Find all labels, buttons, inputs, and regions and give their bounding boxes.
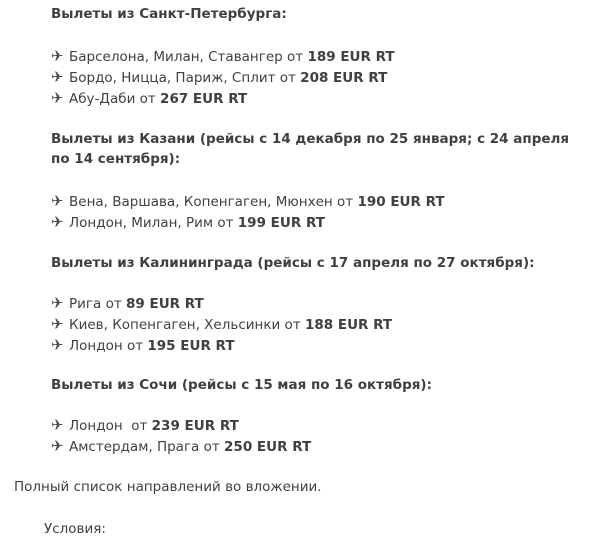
route-cities: Абу-Даби от xyxy=(69,91,161,107)
full-list-note: Полный список направлений во вложении. xyxy=(14,479,322,495)
route-price: 250 EUR RT xyxy=(224,439,312,455)
route-cities: Лондон от xyxy=(69,338,148,354)
route-item xyxy=(51,212,591,233)
route-item xyxy=(51,314,591,335)
route-item xyxy=(51,335,591,356)
conditions-label: Условия: xyxy=(44,521,106,537)
route-price: 208 EUR RT xyxy=(300,70,388,86)
section-heading: Вылеты из Калининграда (рейсы с 17 апреля по 27 октября): xyxy=(51,255,535,271)
departures-sochi xyxy=(51,375,591,457)
route-price: 199 EUR RT xyxy=(237,215,325,231)
route-item xyxy=(51,88,591,109)
route-cities: Вена, Варшава, Копенгаген, Мюнхен от xyxy=(69,194,358,210)
route-item xyxy=(51,293,591,314)
departures-spb xyxy=(51,4,591,109)
route-price: 190 EUR RT xyxy=(357,194,445,210)
route-item xyxy=(51,67,591,88)
route-item xyxy=(51,191,591,212)
route-item xyxy=(51,415,591,436)
route-item xyxy=(51,46,591,67)
route-cities: Бордо, Ницца, Париж, Сплит от xyxy=(69,70,301,86)
airplane-icon: ✈ xyxy=(51,192,64,210)
section-heading: Вылеты из Казани (рейсы с 14 декабря по 25 января; с 24 апреля по 14 сентября): xyxy=(51,131,570,167)
route-cities: Лондон от xyxy=(69,418,152,434)
airplane-icon: ✈ xyxy=(51,294,64,312)
route-price: 188 EUR RT xyxy=(304,317,393,333)
airplane-icon: ✈ xyxy=(51,416,64,434)
route-cities: Амстердам, Прага от xyxy=(69,439,225,455)
route-price: 89 EUR RT xyxy=(126,296,204,312)
airplane-icon: ✈ xyxy=(51,213,64,231)
route-price: 267 EUR RT xyxy=(160,91,248,107)
airplane-icon: ✈ xyxy=(51,68,64,86)
section-heading: Вылеты из Санкт-Петербурга: xyxy=(51,6,287,22)
airplane-icon: ✈ xyxy=(51,47,64,65)
route-item xyxy=(51,436,591,457)
airplane-icon: ✈ xyxy=(51,336,64,354)
departures-kaliningrad xyxy=(51,253,591,356)
route-cities: Лондон, Милан, Рим от xyxy=(69,215,238,231)
airplane-icon: ✈ xyxy=(51,437,64,455)
route-cities: Рига от xyxy=(69,296,126,312)
airplane-icon: ✈ xyxy=(51,89,64,107)
departures-kazan xyxy=(51,129,591,233)
route-price: 239 EUR RT xyxy=(151,418,239,434)
route-price: 195 EUR RT xyxy=(147,338,235,354)
airplane-icon: ✈ xyxy=(51,315,64,333)
route-cities: Киев, Копенгаген, Хельсинки от xyxy=(69,317,305,333)
section-heading: Вылеты из Сочи (рейсы с 15 мая по 16 октября): xyxy=(51,377,432,393)
route-price: 189 EUR RT xyxy=(307,49,395,65)
route-cities: Барселона, Милан, Ставангер от xyxy=(69,49,308,65)
